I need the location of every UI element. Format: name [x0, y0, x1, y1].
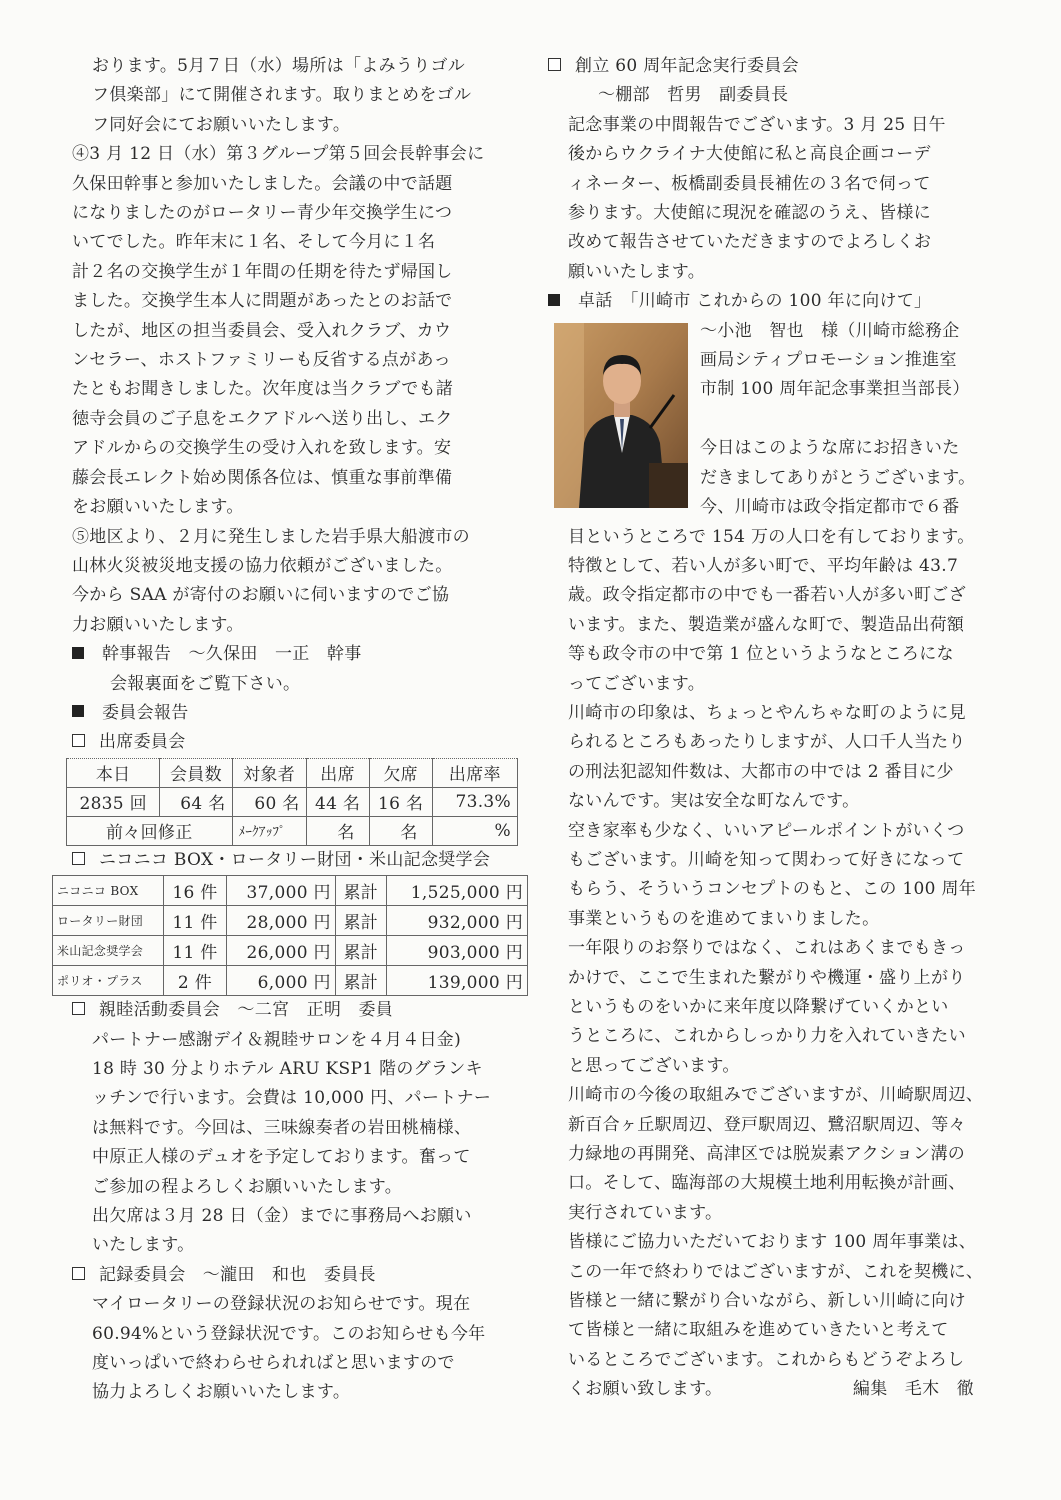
text-line: ④3 月 12 日（水）第３グループ第５回会長幹事会に: [72, 144, 485, 165]
text-line: 川崎市の今後の取組みでございますが、川崎駅周辺、: [568, 1085, 984, 1106]
closing-line: [568, 1375, 996, 1404]
text-line: 願いいたします。: [568, 261, 706, 282]
text-line: いるところでございます。これからもどうぞよろし: [568, 1349, 965, 1370]
text-line: ィネーター、板橋副委員長補佐の３名で伺って: [568, 173, 931, 194]
kiroku-body: [72, 1290, 520, 1408]
table-cell: 26,000 円: [227, 936, 336, 966]
table-cell: 903,000 円: [386, 936, 527, 966]
left-column: [57, 52, 523, 1408]
text-line: ご参加の程よろしくお願いいたします。: [92, 1176, 403, 1197]
text-line: もらう、そういうコンセプトのもと、この 100 周年: [568, 879, 977, 900]
text-line: 空き家率も少なく、いいアピールポイントがいくつ: [568, 820, 965, 841]
filled-square-bullet-icon: [72, 647, 84, 659]
text-line: 中原正人様のデュオを予定しております。奮って: [92, 1147, 471, 1168]
speaker-info: [700, 317, 996, 523]
text-line: 今、川崎市は政令指定都市で６番: [700, 497, 960, 518]
table-cell: 累計: [335, 966, 386, 996]
text-line: 徳寺会員のご子息をエクアドルへ送り出し、エク: [72, 408, 453, 429]
anniversary-body: [548, 111, 996, 287]
committee-heading: [72, 699, 520, 728]
text-line: 画局シティプロモーション推進室: [700, 350, 957, 371]
empty-square-bullet-icon: [72, 852, 85, 865]
donation-heading: [72, 846, 520, 875]
heading-text: 出席委員会: [99, 732, 186, 753]
table-header-cell: 出席率: [432, 758, 517, 787]
text-line: 参ります。大使館に現況を確認のうえ、皆様に: [568, 203, 931, 224]
text-line: て皆様と一緒に取組みを進めていきたいと考えて: [568, 1320, 949, 1341]
text-line: 皆様にご協力いただいております 100 周年事業は、: [568, 1232, 977, 1253]
text-line: フ同好会にてお願いいたします。: [92, 114, 351, 135]
text-line: マイロータリーの登録状況のお知らせです。現在: [92, 1294, 471, 1315]
kanji-report-heading: [72, 640, 520, 669]
table-cell: 932,000 円: [386, 906, 527, 936]
text-line: ってございます。: [568, 673, 706, 694]
text-line: ンセラー、ホストファミリーも反省する点があっ: [72, 350, 451, 371]
continued-paragraph: [72, 52, 520, 140]
text-line: られるところもあったりしますが、人口千人当たり: [568, 732, 966, 753]
text-line: 力お願いいたします。: [72, 614, 244, 635]
anniversary-person: ～棚部 哲男 副委員長: [598, 85, 789, 106]
heading-text: ニコニコ BOX・ロータリー財団・米山記念奨学会: [99, 849, 491, 870]
text-line: います。また、製造業が盛んな町で、製造品出荷額: [568, 614, 965, 635]
table-cell: 16 件: [163, 876, 226, 906]
table-cell: 6,000 円: [227, 966, 336, 996]
table-cell: 累計: [335, 906, 386, 936]
table-cell: 名: [369, 816, 432, 845]
text-line: アドルからの交換学生の受け入れを致します。安: [72, 438, 452, 459]
text-line: 記念事業の中間報告でございます。3 月 25 日午: [568, 114, 946, 135]
anniversary-heading: [548, 52, 996, 81]
closing-text: くお願い致します。: [568, 1379, 723, 1400]
table-cell: 37,000 円: [227, 876, 336, 906]
text-line: 藤会長エレクト始め関係各位は、慎重な事前準備: [72, 467, 453, 488]
text-line: うところに、これからしっかり力を入れていきたい: [568, 1026, 966, 1047]
heading-text: 幹事報告 ～久保田 一正 幹事: [102, 644, 362, 665]
text-line: と思ってございます。: [568, 1055, 740, 1076]
kanji-report-body: 会報裏面をご覧下さい。: [110, 673, 301, 694]
heading-text: 記録委員会 ～瀧田 和也 委員長: [99, 1264, 376, 1285]
text-line: 度いっぱいで終わらせられればと思いますので: [92, 1353, 455, 1374]
table-header-cell: 対象者: [232, 758, 306, 787]
table-cell: 60 名: [232, 787, 306, 816]
item-4: [72, 140, 520, 522]
table-cell: 11 件: [163, 936, 226, 966]
table-cell: ロータリー財団: [53, 906, 164, 936]
table-cell: 11 件: [163, 906, 226, 936]
text-line: ～小池 智也 様（川崎市総務企: [700, 320, 960, 341]
text-line: 等も政令市の中で第 1 位というようなところにな: [568, 644, 954, 665]
empty-square-bullet-icon: [72, 734, 85, 747]
text-line: たともお聞きしました。次年度は当クラブでも諸: [72, 379, 454, 400]
right-column: [548, 52, 996, 1405]
text-line: 山林火災被災地支援の協力依頼がございました。: [72, 555, 453, 576]
text-line: 久保田幹事と参加いたしました。会議の中で話題: [72, 173, 453, 194]
text-line: 実行されています。: [568, 1202, 723, 1223]
table-cell: 28,000 円: [227, 906, 336, 936]
table-row: [67, 787, 518, 816]
text-line: 協力よろしくお願いいたします。: [92, 1382, 351, 1403]
table-row: [67, 758, 518, 787]
table-cell: %: [432, 816, 517, 845]
text-line: 特徴として、若い人が多い町で、平均年齢は 43.7: [568, 555, 959, 576]
shinboku-body: [72, 1026, 520, 1261]
text-line: ないんです。実は安全な町なんです。: [568, 791, 860, 812]
text-line: だきましてありがとうございます。: [700, 467, 976, 488]
text-line: になりましたのがロータリー青少年交換学生につ: [72, 203, 453, 224]
text-line: かけで、ここで生まれた繋がりや機運・盛り上がり: [568, 967, 966, 988]
table-cell: ポリオ・プラス: [53, 966, 164, 996]
kiroku-heading: [72, 1261, 520, 1290]
text-line: 18 時 30 分よりホテル ARU KSP1 階のグランキ: [92, 1058, 483, 1079]
filled-square-bullet-icon: [548, 294, 560, 306]
blank-line: [700, 405, 996, 434]
text-line: ました。交換学生本人に問題があったとのお話で: [72, 291, 453, 312]
text-line: したが、地区の担当委員会、受入れクラブ、カウ: [72, 320, 452, 341]
text-line: 川崎市の印象は、ちょっとやんちゃな町のように見: [568, 702, 966, 723]
text-line: をお願いいたします。: [72, 497, 244, 518]
text-line: もございます。川崎を知って関わって好きになって: [568, 849, 965, 870]
table-cell: 73.3%: [432, 787, 517, 816]
heading-text: 卓話 「川崎市 これからの 100 年に向けて」: [578, 291, 932, 312]
text-line: の刑法犯認知件数は、大都市の中では 2 番目に少: [568, 761, 954, 782]
table-header-cell: 会員数: [160, 758, 232, 787]
editor-credit: 編集 毛木 徹: [852, 1379, 974, 1400]
text-line: 改めて報告させていただきますのでよろしくお: [568, 232, 932, 253]
speaker-photo: [554, 323, 688, 508]
table-cell: ﾒｰｸｱｯﾌﾟ: [232, 816, 306, 845]
text-line: おります。5月７日（水）場所は「よみうりゴル: [92, 56, 466, 76]
text-line: 一年限りのお祭りではなく、これはあくまでもきっ: [568, 938, 966, 959]
table-row: [53, 906, 528, 936]
shinboku-heading: [72, 996, 520, 1025]
table-row: [53, 876, 528, 906]
text-line: 計２名の交換学生が１年間の任期を待たず帰国し: [72, 261, 453, 282]
empty-square-bullet-icon: [72, 1267, 85, 1280]
text-line: ッチンで行います。会費は 10,000 円、パートナー: [92, 1088, 492, 1109]
text-line: 歳。政令指定都市の中でも一番若い人が多い町ござ: [568, 585, 966, 606]
table-cell: 累計: [335, 936, 386, 966]
table-cell: ニコニコ BOX: [53, 876, 164, 906]
attendance-table: [66, 758, 518, 846]
empty-square-bullet-icon: [72, 1002, 85, 1015]
heading-text: 親睦活動委員会 ～二宮 正明 委員: [99, 1000, 394, 1021]
text-line: 事業というものを進めてまいりました。: [568, 908, 880, 929]
text-line: 皆様と一緒に繋がり合いながら、新しい川崎に向け: [568, 1291, 966, 1312]
text-line: 市制 100 周年記念事業担当部長）: [700, 379, 970, 400]
text-line: 目というところで 154 万の人口を有しております。: [568, 526, 975, 547]
heading-text: 創立 60 周年記念実行委員会: [575, 56, 799, 76]
item-5: [72, 523, 520, 641]
text-line: 今から SAA が寄付のお願いに伺いますのでご協: [72, 585, 450, 606]
table-row: [67, 816, 518, 845]
text-line: 後からウクライナ大使館に私と高良企画コーデ: [568, 144, 931, 165]
text-line: フ倶楽部」にて開催されます。取りまとめをゴル: [92, 85, 472, 106]
table-cell: 16 名: [369, 787, 432, 816]
text-line: ⑤地区より、２月に発生しました岩手県大船渡市の: [72, 526, 470, 547]
table-cell: 前々回修正: [67, 816, 233, 845]
speaker-photo-image: [554, 323, 688, 508]
text-line: 力緑地の再開発、高津区では脱炭素アクション溝の: [568, 1144, 966, 1165]
attendance-heading: [72, 728, 520, 757]
table-header-cell: 本日: [67, 758, 160, 787]
table-row: [53, 936, 528, 966]
speech-body: [548, 523, 996, 1405]
table-cell: 2 件: [163, 966, 226, 996]
table-cell: 累計: [335, 876, 386, 906]
speech-heading: [548, 287, 996, 316]
empty-square-bullet-icon: [548, 58, 561, 71]
text-line: 新百合ヶ丘駅周辺、登戸駅周辺、鷺沼駅周辺、等々: [568, 1114, 966, 1135]
text-line: というものをいかに来年度以降繋げていくかとい: [568, 997, 949, 1017]
table-header-cell: 出席: [306, 758, 369, 787]
text-line: は無料です。今回は、三味線奏者の岩田桃楠様、: [92, 1117, 472, 1138]
text-line: この一年で終わりではございますが、これを契機に、: [568, 1261, 984, 1282]
text-line: パートナー感謝デイ＆親睦サロンを４月４日金): [92, 1029, 462, 1050]
text-line: いてでした。昨年末に１名、そして今月に１名: [72, 232, 436, 253]
text-line: 口。そして、臨海部の大規模土地利用転換が計画、: [568, 1173, 966, 1194]
filled-square-bullet-icon: [72, 705, 84, 717]
table-row: [53, 966, 528, 996]
table-cell: 2835 回: [67, 787, 160, 816]
table-cell: 64 名: [160, 787, 232, 816]
text-line: 60.94%という登録状況です。このお知らせも今年: [92, 1323, 486, 1344]
table-cell: 139,000 円: [386, 966, 527, 996]
text-line: いたします。: [92, 1235, 195, 1256]
donation-table: [52, 875, 528, 996]
table-cell: 米山記念奨学会: [53, 936, 164, 966]
table-cell: 44 名: [306, 787, 369, 816]
table-header-cell: 欠席: [369, 758, 432, 787]
text-line: 出欠席は３月 28 日（金）までに事務局へお願い: [92, 1206, 472, 1226]
text-line: 今日はこのような席にお招きいた: [700, 438, 960, 459]
heading-text: 委員会報告: [102, 702, 189, 723]
table-cell: 1,525,000 円: [386, 876, 527, 906]
table-cell: 名: [306, 816, 369, 845]
